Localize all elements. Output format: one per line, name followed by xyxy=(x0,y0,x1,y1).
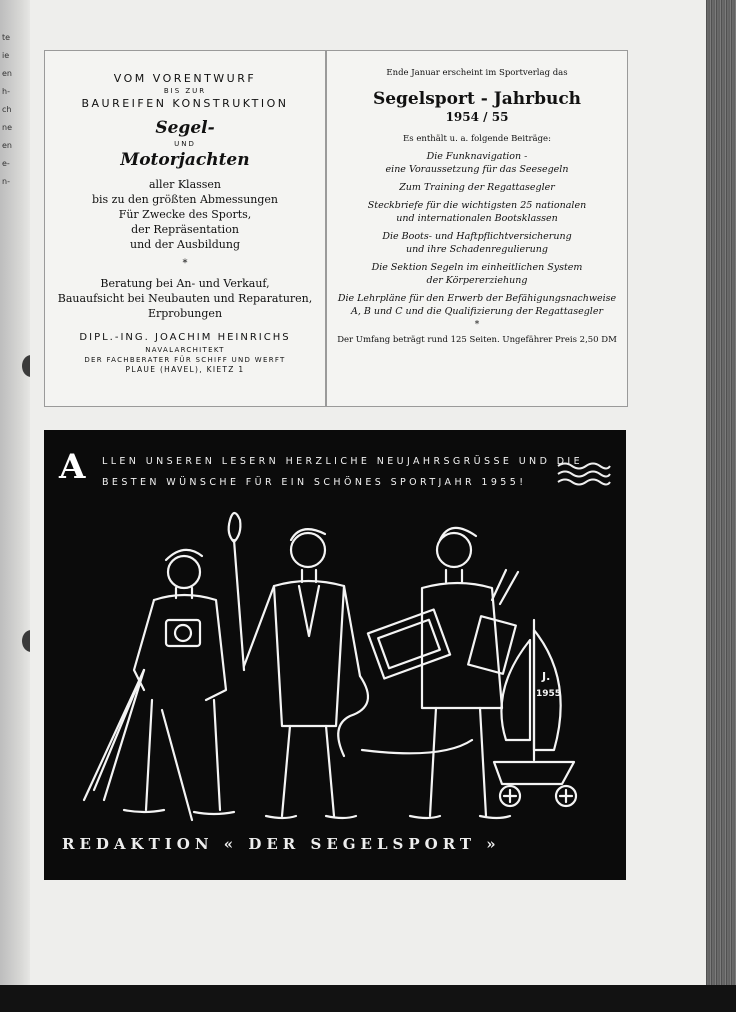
ad-headline-connector: BIS ZUR xyxy=(163,87,207,95)
article-line: und ihre Schadenregulierung xyxy=(405,244,549,255)
yearbook-article xyxy=(327,230,627,256)
sail-year-label: 1955 xyxy=(536,689,562,699)
ad-text-line: aller Klassen xyxy=(148,178,222,191)
sail-label: J. xyxy=(542,670,551,683)
article-line: A, B und C und die Qualifizierung der Regattasegler xyxy=(350,306,604,317)
ad-description xyxy=(45,177,325,252)
ad-service-line: Beratung bei An- und Verkauf, xyxy=(100,277,270,290)
yearbook-article xyxy=(327,261,627,287)
man-with-frame-figure xyxy=(362,528,518,818)
yearbook-article xyxy=(327,199,627,225)
adjacent-page-fragment: en xyxy=(2,69,12,78)
article-line: Die Funknavigation - xyxy=(426,151,528,162)
adjacent-page-fragment: n- xyxy=(2,177,10,186)
waves-icon xyxy=(554,460,614,490)
ad-service-line: Erprobungen xyxy=(147,307,223,320)
article-line: Die Sektion Segeln im einheitlichen System xyxy=(371,262,583,273)
ornament-star: * xyxy=(182,258,188,269)
toy-sailboat xyxy=(494,620,576,806)
advertiser-title: NAVALARCHITEKT xyxy=(145,346,225,354)
yearbook-advertisement xyxy=(326,50,628,407)
painter-figure xyxy=(229,513,368,818)
advertiser-address: PLAUE (HAVEL), KIETZ 1 xyxy=(125,365,245,374)
yearbook-article xyxy=(327,150,627,176)
naval-architect-advertisement xyxy=(44,50,326,407)
adjacent-page-fragment: e- xyxy=(2,159,10,168)
greeting-initial-letter: A xyxy=(59,447,86,487)
yearbook-title: Segelsport - Jahrbuch xyxy=(372,89,582,109)
article-line: Zum Training der Regattasegler xyxy=(399,182,555,193)
adjacent-page-fragment: en xyxy=(2,141,12,150)
photographer-figure xyxy=(84,550,234,820)
yearbook-price-note: Der Umfang beträgt rund 125 Seiten. Ungefährer Preis 2,50 DM xyxy=(337,335,617,345)
yearbook-intro: Ende Januar erscheint im Sportverlag das xyxy=(386,68,568,78)
three-figures-illustration xyxy=(44,500,626,830)
advertiser-subtitle: DER FACHBERATER FÜR SCHIFF UND WERFT xyxy=(84,356,286,364)
article-line: eine Voraussetzung für das Seesegeln xyxy=(385,164,569,175)
adjacent-page-fragment: te xyxy=(2,33,11,42)
binding-margin xyxy=(0,0,30,985)
yearbook-article xyxy=(327,292,627,318)
new-year-greeting-card xyxy=(44,430,626,880)
article-line: der Körpererziehung xyxy=(426,275,528,286)
ad-text-line: und der Ausbildung xyxy=(129,238,241,251)
yearbook-years: 1954 / 55 xyxy=(445,110,509,124)
ad-services xyxy=(45,276,325,321)
article-line: Steckbriefe für die wichtigsten 25 nationalen xyxy=(367,200,587,211)
adjacent-page-fragment: ie xyxy=(2,51,10,60)
yearbook-article xyxy=(327,181,627,194)
yearbook-contents-label: Es enthält u. a. folgende Beiträge: xyxy=(403,134,551,144)
ad-headline: BAUREIFEN KONSTRUKTION xyxy=(81,97,289,110)
adjacent-page-fragment: h- xyxy=(2,87,10,96)
greeting-line: BESTEN WÜNSCHE FÜR EIN SCHÖNES SPORTJAHR 1955! xyxy=(102,477,527,488)
editorial-signature: REDAKTION « DER SEGELSPORT » xyxy=(62,835,501,853)
ad-text-line: der Repräsentation xyxy=(131,223,239,236)
ad-text-line: Für Zwecke des Sports, xyxy=(118,208,252,221)
ad-headline: VOM VORENTWURF xyxy=(113,72,257,85)
adjacent-page-fragment: ch xyxy=(2,105,12,114)
ad-service-line: Bauaufsicht bei Neubauten und Reparaturen, xyxy=(57,292,313,305)
ad-script-heading: Segel- xyxy=(155,118,215,138)
article-line: Die Boots- und Haftpflichtversicherung xyxy=(382,231,572,242)
greeting-line: LLEN UNSEREN LESERN HERZLICHE NEUJAHRSGRÜSSE UND DIE xyxy=(102,456,584,467)
advertiser-name: DIPL.-ING. JOACHIM HEINRICHS xyxy=(79,332,291,343)
ad-text-line: bis zu den größten Abmessungen xyxy=(91,193,278,206)
scan-background xyxy=(0,985,736,1012)
ornament-star: * xyxy=(474,320,480,330)
ad-script-heading: Motorjachten xyxy=(120,150,250,170)
ad-script-connector: UND xyxy=(174,140,196,148)
page-stack-edge xyxy=(706,0,736,985)
article-line: Die Lehrpläne für den Erwerb der Befähigungsnachweise xyxy=(337,293,617,304)
adjacent-page-fragment: ne xyxy=(2,123,12,132)
article-line: und internationalen Bootsklassen xyxy=(396,213,558,224)
